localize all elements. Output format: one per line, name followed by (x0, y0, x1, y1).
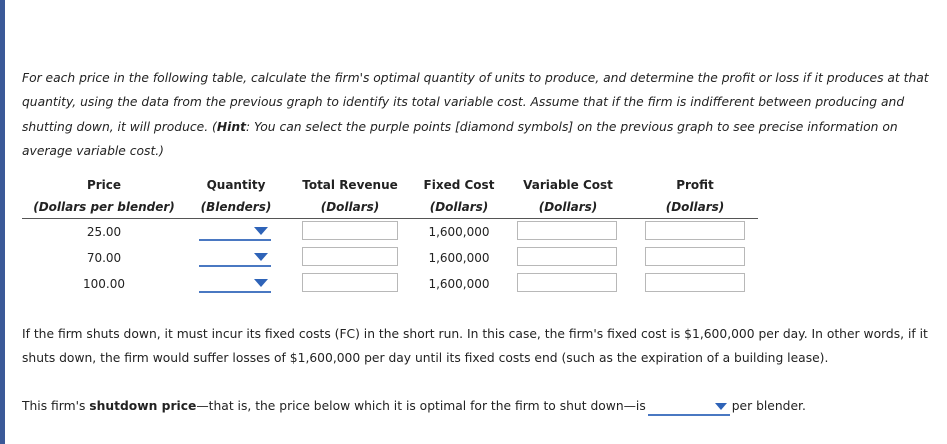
total-revenue-input[interactable] (302, 221, 398, 240)
quantity-dropdown[interactable] (199, 247, 271, 267)
hint-label: Hint (216, 119, 246, 134)
quantity-dropdown[interactable] (199, 273, 271, 293)
price-cell: 100.00 (83, 277, 125, 291)
profit-input[interactable] (645, 247, 745, 266)
total-revenue-input[interactable] (302, 247, 398, 266)
header-fixed-cost: Fixed Cost (423, 178, 495, 192)
header-divider (22, 218, 758, 219)
header-total-revenue-unit: (Dollars) (320, 200, 380, 214)
fixed-cost-cell: 1,600,000 (428, 277, 490, 291)
header-price-unit: (Dollars per blender) (33, 200, 175, 214)
instructions-part1: For each price in the following table, calculate the firm's optimal quantity of units to produce, and determine the profit or loss if it produces at that quantity, using the data from the previous graph to identify its total variable cost. Assume that if the firm is indifferent between producing and shutting down, it will produce. ( (22, 71, 929, 134)
profit-input[interactable] (645, 273, 745, 292)
header-variable-cost-unit: (Dollars) (538, 200, 598, 214)
shutdown-explanation: If the firm shuts down, it must incur its fixed costs (FC) in the short run. In this case, the firm's fixed cost is $1,600,000 per day. In other words, if it shuts down, the firm would suffer losses of $1,600,000 per day until its fixed costs end (such as the expiration of a building lease). (22, 327, 928, 365)
chevron-down-icon (715, 403, 727, 410)
shutdown-question-suffix: per blender. (731, 399, 806, 413)
chevron-down-icon (254, 279, 268, 287)
variable-cost-input[interactable] (517, 273, 617, 292)
header-profit-unit: (Dollars) (665, 200, 725, 214)
header-quantity: Quantity (206, 178, 266, 192)
header-total-revenue: Total Revenue (302, 178, 398, 192)
chevron-down-icon (254, 227, 268, 235)
variable-cost-input[interactable] (517, 247, 617, 266)
quantity-dropdown[interactable] (199, 221, 271, 241)
instructions-text (22, 66, 940, 163)
shutdown-question-middle: —that is, the price below which it is optimal for the firm to shut down—is (196, 399, 646, 413)
total-revenue-input[interactable] (302, 273, 398, 292)
shutdown-question-prefix: This firm's (22, 399, 90, 413)
instructions-part2: : You can select the purple points [diamond symbols] on the previous graph to see precise information on average variable cost.) (22, 119, 898, 158)
shutdown-price-term: shutdown price (89, 399, 197, 413)
price-cell: 25.00 (86, 225, 122, 239)
fixed-cost-cell: 1,600,000 (428, 251, 490, 265)
chevron-down-icon (254, 253, 268, 261)
variable-cost-input[interactable] (517, 221, 617, 240)
header-fixed-cost-unit: (Dollars) (429, 200, 489, 214)
profit-input[interactable] (645, 221, 745, 240)
left-accent-bar (0, 0, 5, 444)
fixed-cost-cell: 1,600,000 (428, 225, 490, 239)
header-variable-cost: Variable Cost (523, 178, 613, 192)
header-price: Price (86, 178, 122, 192)
shutdown-price-question (22, 396, 806, 416)
price-cell: 70.00 (86, 251, 122, 265)
shutdown-price-dropdown[interactable] (648, 398, 730, 416)
header-quantity-unit: (Blenders) (200, 200, 272, 214)
header-profit: Profit (676, 178, 714, 192)
